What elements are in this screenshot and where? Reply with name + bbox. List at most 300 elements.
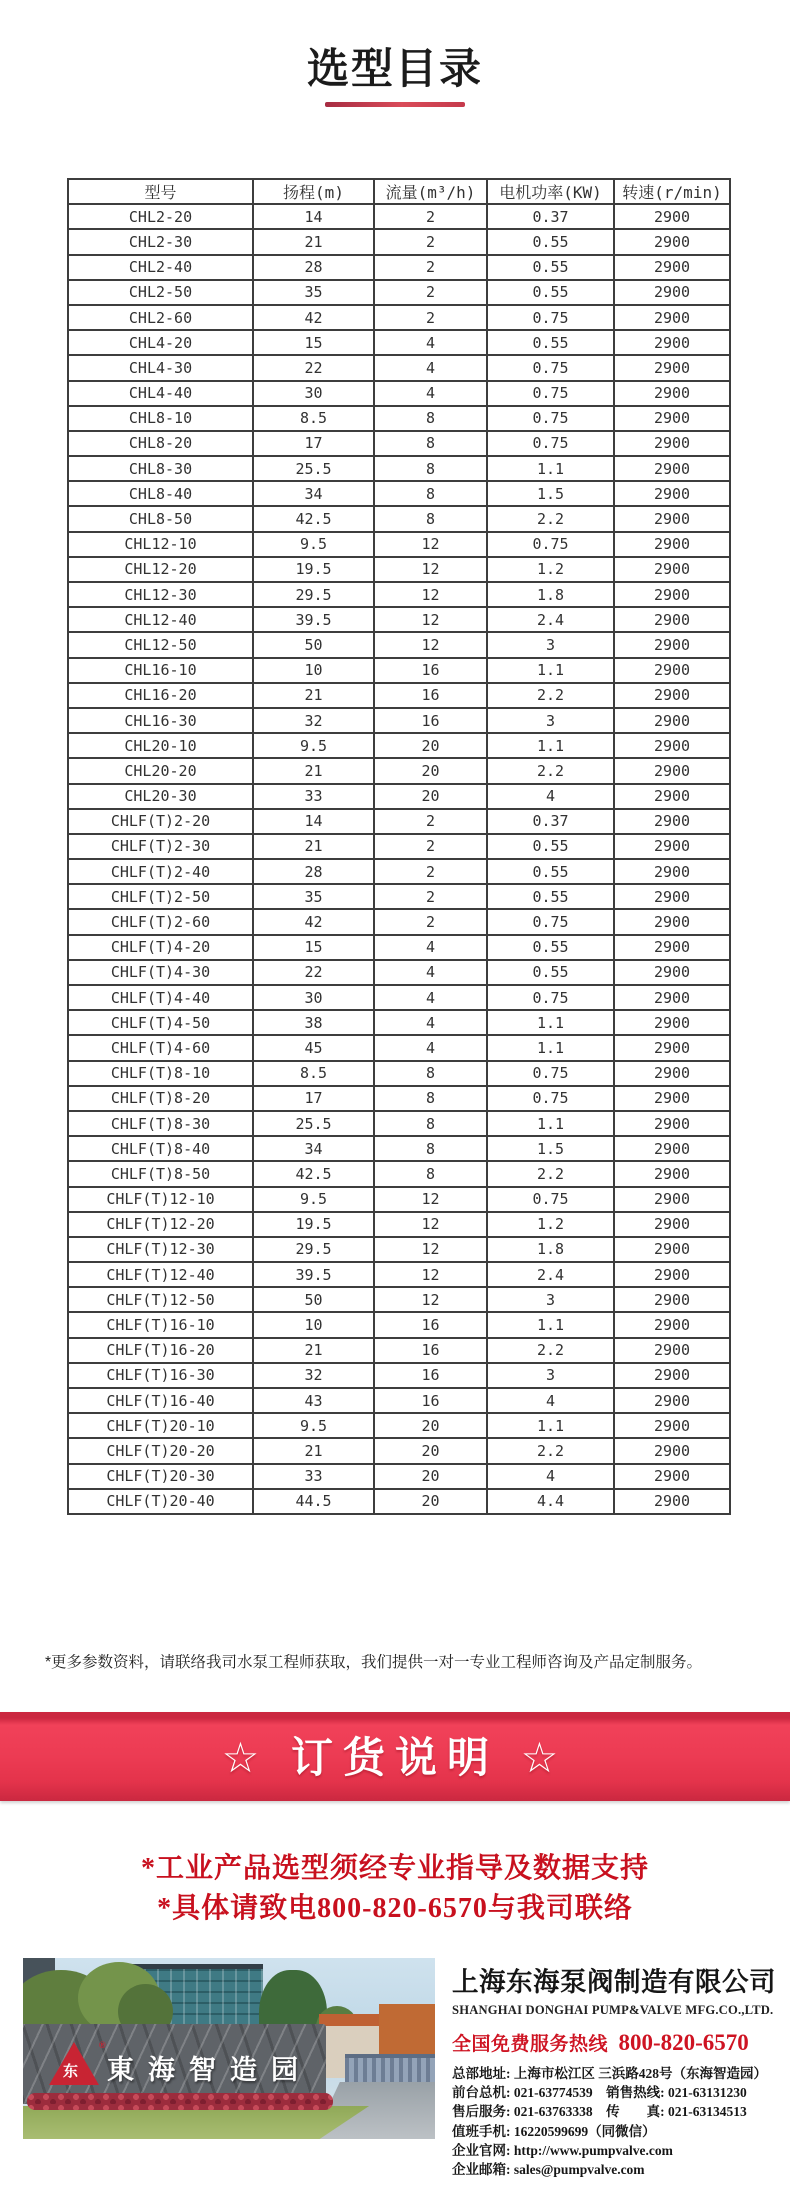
- table-cell: 12: [374, 1187, 487, 1212]
- table-row: [68, 1035, 730, 1060]
- table-cell: 4: [374, 985, 487, 1010]
- table-cell: CHLF(T)2-20: [68, 809, 253, 834]
- table-cell: CHL2-50: [68, 280, 253, 305]
- table-cell: 0.55: [487, 960, 614, 985]
- table-cell: 2: [374, 255, 487, 280]
- table-cell: 0.55: [487, 859, 614, 884]
- table-cell: 2.2: [487, 758, 614, 783]
- table-cell: 42: [253, 909, 374, 934]
- table-row: [68, 381, 730, 406]
- table-cell: 28: [253, 255, 374, 280]
- table-cell: 2900: [614, 229, 730, 254]
- table-row: [68, 960, 730, 985]
- table-cell: 12: [374, 1287, 487, 1312]
- table-row: [68, 1061, 730, 1086]
- table-cell: 1.1: [487, 733, 614, 758]
- table-cell: 2.2: [487, 506, 614, 531]
- table-row: [68, 1111, 730, 1136]
- table-cell: 0.75: [487, 532, 614, 557]
- table-cell: 8: [374, 1086, 487, 1111]
- table-cell: 38: [253, 1010, 374, 1035]
- table-cell: 4: [487, 1464, 614, 1489]
- table-cell: CHL2-40: [68, 255, 253, 280]
- table-cell: CHLF(T)20-40: [68, 1489, 253, 1514]
- table-cell: 2900: [614, 733, 730, 758]
- table-row: [68, 1161, 730, 1186]
- table-cell: 8: [374, 1061, 487, 1086]
- table-cell: 33: [253, 1464, 374, 1489]
- table-cell: CHLF(T)2-30: [68, 834, 253, 859]
- table-cell: 16: [374, 1338, 487, 1363]
- table-cell: 0.55: [487, 935, 614, 960]
- table-cell: 1.5: [487, 481, 614, 506]
- table-cell: 4: [374, 381, 487, 406]
- table-cell: 2900: [614, 708, 730, 733]
- col-header-model: 型号: [68, 179, 253, 204]
- table-cell: 10: [253, 658, 374, 683]
- table-cell: 2900: [614, 1312, 730, 1337]
- table-cell: 16: [374, 683, 487, 708]
- table-row: [68, 1287, 730, 1312]
- table-cell: 30: [253, 985, 374, 1010]
- table-cell: 0.75: [487, 355, 614, 380]
- table-cell: CHL12-50: [68, 632, 253, 657]
- table-cell: CHL2-60: [68, 305, 253, 330]
- order-instructions-banner: [0, 1712, 790, 1801]
- table-cell: 2900: [614, 683, 730, 708]
- table-row: [68, 708, 730, 733]
- table-cell: 2900: [614, 305, 730, 330]
- table-row: [68, 355, 730, 380]
- table-cell: 0.75: [487, 406, 614, 431]
- table-cell: 22: [253, 960, 374, 985]
- table-cell: 34: [253, 1136, 374, 1161]
- order-note-guidance: *工业产品选型须经专业指导及数据支持: [140, 1853, 649, 1884]
- table-cell: 2900: [614, 809, 730, 834]
- table-cell: 4: [374, 330, 487, 355]
- table-row: [68, 1237, 730, 1262]
- table-cell: 16: [374, 1363, 487, 1388]
- table-cell: 15: [253, 935, 374, 960]
- table-cell: 2900: [614, 406, 730, 431]
- table-cell: 30: [253, 381, 374, 406]
- table-cell: CHLF(T)16-10: [68, 1312, 253, 1337]
- table-cell: 2900: [614, 1035, 730, 1060]
- table-cell: 17: [253, 1086, 374, 1111]
- table-cell: 22: [253, 355, 374, 380]
- table-cell: CHLF(T)8-30: [68, 1111, 253, 1136]
- table-cell: 21: [253, 683, 374, 708]
- table-cell: 2900: [614, 834, 730, 859]
- table-cell: CHL4-30: [68, 355, 253, 380]
- table-cell: CHL2-20: [68, 204, 253, 229]
- table-cell: 12: [374, 557, 487, 582]
- table-cell: 50: [253, 632, 374, 657]
- table-cell: 8: [374, 406, 487, 431]
- table-cell: 2900: [614, 1489, 730, 1514]
- table-cell: CHL16-20: [68, 683, 253, 708]
- table-cell: CHL12-40: [68, 607, 253, 632]
- table-cell: 14: [253, 204, 374, 229]
- table-cell: 0.75: [487, 305, 614, 330]
- table-cell: 42.5: [253, 506, 374, 531]
- table-cell: 8: [374, 431, 487, 456]
- table-cell: 0.37: [487, 204, 614, 229]
- table-cell: 21: [253, 758, 374, 783]
- table-cell: 2900: [614, 607, 730, 632]
- table-cell: 1.1: [487, 1111, 614, 1136]
- table-cell: 1.5: [487, 1136, 614, 1161]
- table-cell: 2900: [614, 280, 730, 305]
- table-cell: CHLF(T)16-40: [68, 1388, 253, 1413]
- table-cell: 2900: [614, 481, 730, 506]
- table-cell: 2900: [614, 557, 730, 582]
- table-cell: CHLF(T)4-60: [68, 1035, 253, 1060]
- table-cell: 4: [374, 355, 487, 380]
- table-row: [68, 935, 730, 960]
- table-cell: 15: [253, 330, 374, 355]
- table-cell: 2: [374, 809, 487, 834]
- table-cell: 8: [374, 1111, 487, 1136]
- table-cell: 39.5: [253, 1262, 374, 1287]
- table-cell: 32: [253, 708, 374, 733]
- table-cell: 0.75: [487, 1187, 614, 1212]
- table-row: [68, 683, 730, 708]
- table-row: [68, 204, 730, 229]
- table-cell: 2900: [614, 859, 730, 884]
- table-cell: 2900: [614, 1161, 730, 1186]
- table-row: [68, 884, 730, 909]
- table-row: [68, 909, 730, 934]
- contact-line-address: 总部地址: 上海市松江区 三浜路428号（东海智造园）: [452, 2066, 767, 2081]
- table-cell: 2900: [614, 1338, 730, 1363]
- table-cell: 10: [253, 1312, 374, 1337]
- table-cell: 20: [374, 784, 487, 809]
- table-row: [68, 784, 730, 809]
- table-cell: 0.55: [487, 330, 614, 355]
- table-cell: 2900: [614, 985, 730, 1010]
- order-instructions-title: ☆ 订货说明 ☆: [221, 1734, 569, 1781]
- col-header-power: 电机功率(KW): [487, 179, 614, 204]
- table-cell: 8: [374, 456, 487, 481]
- table-row: [68, 406, 730, 431]
- table-cell: 12: [374, 582, 487, 607]
- table-row: [68, 1262, 730, 1287]
- table-cell: 2900: [614, 506, 730, 531]
- table-row: [68, 557, 730, 582]
- table-cell: 1.1: [487, 456, 614, 481]
- table-cell: 2: [374, 834, 487, 859]
- table-cell: 1.2: [487, 557, 614, 582]
- table-cell: CHL8-10: [68, 406, 253, 431]
- table-cell: 12: [374, 607, 487, 632]
- table-cell: CHLF(T)4-20: [68, 935, 253, 960]
- table-cell: 2900: [614, 1212, 730, 1237]
- table-cell: 17: [253, 431, 374, 456]
- table-cell: 20: [374, 1489, 487, 1514]
- table-cell: 12: [374, 1262, 487, 1287]
- table-cell: 8: [374, 1161, 487, 1186]
- table-cell: CHL12-10: [68, 532, 253, 557]
- table-cell: 2.2: [487, 1438, 614, 1463]
- table-cell: 1.8: [487, 1237, 614, 1262]
- table-cell: 35: [253, 884, 374, 909]
- table-cell: CHLF(T)8-40: [68, 1136, 253, 1161]
- table-row: [68, 632, 730, 657]
- table-cell: 2900: [614, 1187, 730, 1212]
- table-cell: 1.1: [487, 1312, 614, 1337]
- table-row: [68, 834, 730, 859]
- table-cell: 4: [374, 960, 487, 985]
- table-cell: 2900: [614, 1262, 730, 1287]
- table-cell: CHL16-30: [68, 708, 253, 733]
- table-row: [68, 1413, 730, 1438]
- table-cell: 42: [253, 305, 374, 330]
- table-row: [68, 985, 730, 1010]
- table-cell: CHLF(T)8-10: [68, 1061, 253, 1086]
- table-cell: 4.4: [487, 1489, 614, 1514]
- table-cell: 9.5: [253, 1187, 374, 1212]
- table-row: [68, 330, 730, 355]
- hotline-label: 全国免费服务热线: [452, 2034, 609, 2055]
- table-cell: 0.75: [487, 909, 614, 934]
- table-row: [68, 859, 730, 884]
- table-cell: 12: [374, 1212, 487, 1237]
- table-cell: CHLF(T)12-40: [68, 1262, 253, 1287]
- table-cell: 29.5: [253, 582, 374, 607]
- table-cell: 9.5: [253, 1413, 374, 1438]
- table-cell: CHL2-30: [68, 229, 253, 254]
- contact-line-mobile: 值班手机: 16220599699（同微信）: [452, 2123, 656, 2139]
- table-cell: CHLF(T)20-20: [68, 1438, 253, 1463]
- col-header-flow: 流量(m³/h): [374, 179, 487, 204]
- table-cell: 2: [374, 280, 487, 305]
- table-cell: 42.5: [253, 1161, 374, 1186]
- table-cell: CHL12-20: [68, 557, 253, 582]
- table-cell: 8.5: [253, 406, 374, 431]
- company-logo-glyph: 东: [63, 2063, 79, 2080]
- table-cell: 8: [374, 481, 487, 506]
- table-cell: 2900: [614, 935, 730, 960]
- table-cell: 0.55: [487, 884, 614, 909]
- table-row: [68, 607, 730, 632]
- company-name-en: SHANGHAI DONGHAI PUMP&VALVE MFG.CO.,LTD.: [452, 2003, 774, 2017]
- table-row: [68, 1338, 730, 1363]
- table-cell: 3: [487, 708, 614, 733]
- table-cell: 43: [253, 1388, 374, 1413]
- table-cell: 2900: [614, 330, 730, 355]
- table-row: [68, 305, 730, 330]
- hotline-number: 800-820-6570: [618, 2030, 749, 2055]
- table-cell: 28: [253, 859, 374, 884]
- table-row: [68, 255, 730, 280]
- table-cell: CHLF(T)8-20: [68, 1086, 253, 1111]
- photo-wall-caption: 東海智造园: [107, 2055, 312, 2085]
- registered-trademark-icon: ®: [99, 2040, 106, 2050]
- table-cell: 2900: [614, 960, 730, 985]
- table-cell: 1.1: [487, 1010, 614, 1035]
- col-header-speed: 转速(r/min): [614, 179, 730, 204]
- table-row: [68, 431, 730, 456]
- table-cell: 0.75: [487, 381, 614, 406]
- table-row: [68, 1187, 730, 1212]
- table-row: [68, 1312, 730, 1337]
- table-cell: 4: [374, 935, 487, 960]
- table-cell: 2.4: [487, 607, 614, 632]
- table-cell: 25.5: [253, 456, 374, 481]
- table-row: [68, 658, 730, 683]
- table-cell: 2: [374, 884, 487, 909]
- table-cell: CHLF(T)2-60: [68, 909, 253, 934]
- table-cell: 39.5: [253, 607, 374, 632]
- table-cell: 2900: [614, 431, 730, 456]
- table-cell: 12: [374, 632, 487, 657]
- table-cell: CHLF(T)20-30: [68, 1464, 253, 1489]
- table-cell: CHL20-30: [68, 784, 253, 809]
- table-cell: CHLF(T)16-20: [68, 1338, 253, 1363]
- table-cell: CHL16-10: [68, 658, 253, 683]
- table-row: [68, 1489, 730, 1514]
- order-note-phone: *具体请致电800-820-6570与我司联络: [157, 1893, 633, 1924]
- table-cell: 1.1: [487, 1035, 614, 1060]
- table-row: [68, 506, 730, 531]
- table-cell: 2900: [614, 532, 730, 557]
- contact-line-website: 企业官网: http://www.pumpvalve.com: [452, 2142, 673, 2158]
- table-row: [68, 1212, 730, 1237]
- company-info-block: [452, 1960, 782, 2179]
- table-row: [68, 582, 730, 607]
- table-cell: 20: [374, 733, 487, 758]
- table-cell: 2900: [614, 1136, 730, 1161]
- table-cell: 8.5: [253, 1061, 374, 1086]
- table-cell: CHLF(T)2-40: [68, 859, 253, 884]
- table-cell: 20: [374, 758, 487, 783]
- table-cell: 8: [374, 1136, 487, 1161]
- table-cell: 35: [253, 280, 374, 305]
- table-cell: CHLF(T)2-50: [68, 884, 253, 909]
- table-row: [68, 456, 730, 481]
- table-row: [68, 229, 730, 254]
- table-cell: 21: [253, 834, 374, 859]
- table-cell: 2.2: [487, 1338, 614, 1363]
- table-cell: 2900: [614, 1086, 730, 1111]
- table-cell: 45: [253, 1035, 374, 1060]
- selection-catalog-table: [67, 178, 729, 1515]
- table-cell: CHLF(T)4-50: [68, 1010, 253, 1035]
- page-title: 选型目录: [306, 45, 483, 92]
- company-photo: [23, 1958, 435, 2139]
- table-cell: 16: [374, 658, 487, 683]
- table-cell: 0.55: [487, 255, 614, 280]
- table-cell: 2: [374, 859, 487, 884]
- table-cell: 2900: [614, 758, 730, 783]
- table-cell: 20: [374, 1413, 487, 1438]
- table-cell: 2900: [614, 456, 730, 481]
- table-cell: 21: [253, 229, 374, 254]
- contact-line-front-desk: 前台总机: 021-63774539 销售热线: 021-63131230: [452, 2085, 747, 2101]
- table-cell: 0.55: [487, 834, 614, 859]
- table-cell: 1.2: [487, 1212, 614, 1237]
- table-cell: 2900: [614, 1438, 730, 1463]
- table-cell: 12: [374, 1237, 487, 1262]
- table-cell: CHL4-20: [68, 330, 253, 355]
- table-cell: 16: [374, 708, 487, 733]
- table-cell: 4: [487, 784, 614, 809]
- table-row: [68, 1363, 730, 1388]
- table-cell: 1.8: [487, 582, 614, 607]
- table-cell: 21: [253, 1338, 374, 1363]
- table-cell: 29.5: [253, 1237, 374, 1262]
- table-cell: 0.55: [487, 280, 614, 305]
- photo-flower-hedge: [27, 2093, 333, 2110]
- table-cell: CHL4-40: [68, 381, 253, 406]
- table-row: [68, 1010, 730, 1035]
- table-cell: 0.75: [487, 431, 614, 456]
- table-cell: 1.1: [487, 658, 614, 683]
- table-cell: 2900: [614, 381, 730, 406]
- title-underline-rule: [325, 102, 465, 107]
- table-cell: 0.75: [487, 985, 614, 1010]
- table-cell: 19.5: [253, 557, 374, 582]
- table-cell: CHLF(T)4-40: [68, 985, 253, 1010]
- table-cell: 44.5: [253, 1489, 374, 1514]
- service-hotline: [452, 2029, 782, 2056]
- table-cell: 2900: [614, 355, 730, 380]
- table-cell: 25.5: [253, 1111, 374, 1136]
- table-cell: 2900: [614, 1464, 730, 1489]
- table-cell: 2900: [614, 1413, 730, 1438]
- table-cell: 2.2: [487, 683, 614, 708]
- table-cell: CHLF(T)12-50: [68, 1287, 253, 1312]
- table-cell: 2900: [614, 884, 730, 909]
- table-cell: CHLF(T)16-30: [68, 1363, 253, 1388]
- table-cell: 21: [253, 1438, 374, 1463]
- table-row: [68, 1438, 730, 1463]
- table-row: [68, 1136, 730, 1161]
- table-cell: 4: [374, 1035, 487, 1060]
- catalog-footnote: *更多参数资料，请联络我司水泵工程师获取，我们提供一对一专业工程师咨询及产品定制服务。: [45, 1654, 703, 1671]
- table-cell: 4: [487, 1388, 614, 1413]
- table-cell: 3: [487, 1363, 614, 1388]
- table-cell: CHL8-40: [68, 481, 253, 506]
- table-row: [68, 733, 730, 758]
- table-cell: 34: [253, 481, 374, 506]
- table-cell: 2900: [614, 1388, 730, 1413]
- company-name-cn: 上海东海泵阀制造有限公司: [452, 1967, 776, 1997]
- table-cell: CHLF(T)8-50: [68, 1161, 253, 1186]
- table-row: [68, 481, 730, 506]
- table-cell: 2900: [614, 582, 730, 607]
- table-cell: CHL20-20: [68, 758, 253, 783]
- table-cell: 2900: [614, 1363, 730, 1388]
- contact-line-after-sales: 售后服务: 021-63763338 传 真: 021-63134513: [452, 2104, 747, 2120]
- table-cell: CHLF(T)12-20: [68, 1212, 253, 1237]
- table-cell: CHLF(T)4-30: [68, 960, 253, 985]
- table-cell: CHL12-30: [68, 582, 253, 607]
- table-cell: 12: [374, 532, 487, 557]
- table-row: [68, 1388, 730, 1413]
- table-cell: 16: [374, 1388, 487, 1413]
- table-cell: 3: [487, 1287, 614, 1312]
- table-cell: 2.4: [487, 1262, 614, 1287]
- table-cell: 0.55: [487, 229, 614, 254]
- catalog-table-body: [68, 204, 730, 1514]
- table-cell: 2900: [614, 1287, 730, 1312]
- company-contact-details: [452, 2064, 782, 2179]
- table-cell: 2.2: [487, 1161, 614, 1186]
- table-cell: 20: [374, 1464, 487, 1489]
- table-header-row: [68, 179, 730, 204]
